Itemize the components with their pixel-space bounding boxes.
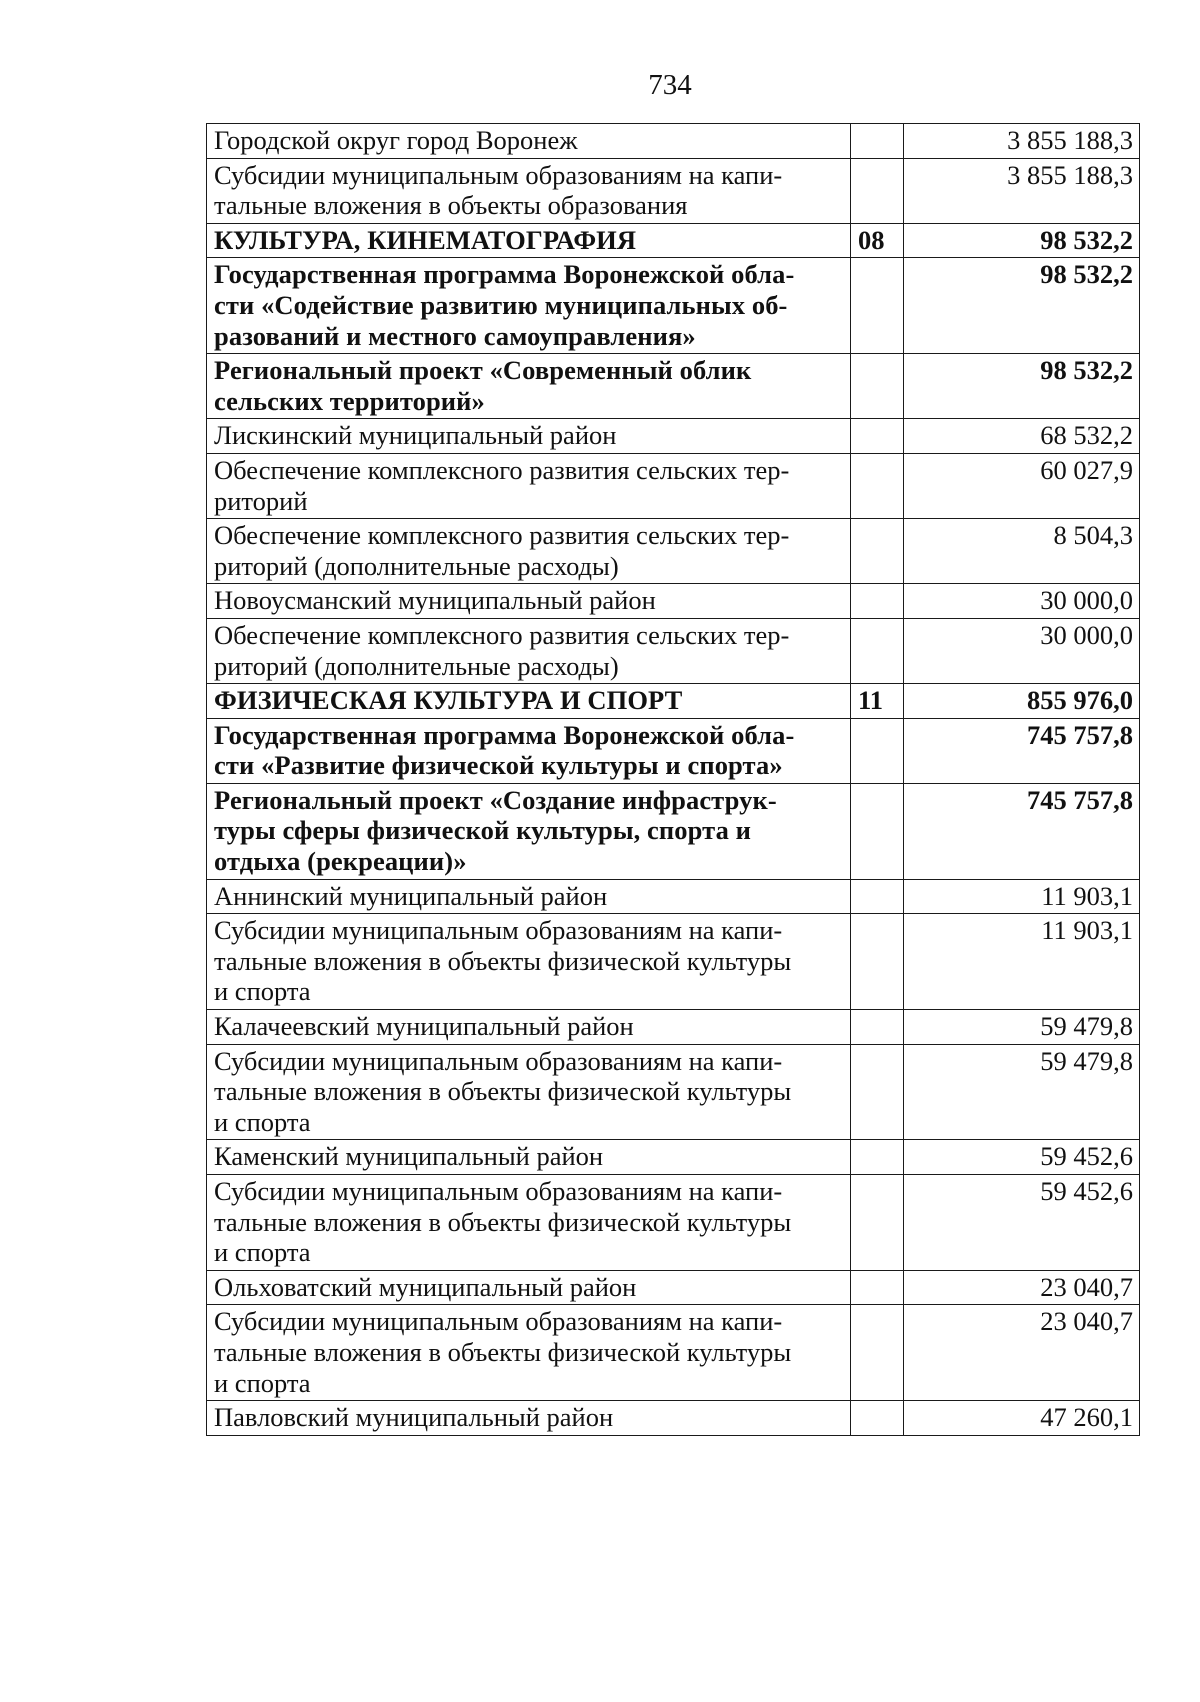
table-row xyxy=(207,914,1140,1010)
row-name-line: тальные вложения в объекты физической культуры xyxy=(214,1076,792,1107)
row-amount: 745 757,8 xyxy=(904,783,1140,879)
row-name-line: Государственная программа Воронежской обла- xyxy=(214,719,795,750)
row-name xyxy=(207,1175,851,1271)
row-name-line: тальные вложения в объекты физической культуры xyxy=(214,1206,792,1237)
row-name xyxy=(207,1140,851,1175)
row-amount: 3 855 188,3 xyxy=(904,124,1140,159)
row-name-line: сти «Развитие физической культуры и спорта» xyxy=(214,750,783,781)
row-code xyxy=(851,1305,904,1401)
row-name-line: ФИЗИЧЕСКАЯ КУЛЬТУРА И СПОРТ xyxy=(214,685,683,716)
row-name-line: сти «Содействие развитию муниципальных об- xyxy=(214,289,788,320)
row-name xyxy=(207,1270,851,1305)
row-name-line: Аннинский муниципальный район xyxy=(214,880,608,911)
row-name-line: туры сферы физической культуры, спорта и xyxy=(214,815,752,846)
row-amount: 3 855 188,3 xyxy=(904,158,1140,223)
table-row xyxy=(207,1175,1140,1271)
row-amount: 30 000,0 xyxy=(904,584,1140,619)
row-name xyxy=(207,718,851,783)
table-row xyxy=(207,618,1140,683)
row-amount: 98 532,2 xyxy=(904,223,1140,258)
row-code xyxy=(851,1044,904,1140)
row-code xyxy=(851,1401,904,1436)
row-name-line: Новоусманский муниципальный район xyxy=(214,585,656,616)
row-amount: 68 532,2 xyxy=(904,419,1140,454)
row-name xyxy=(207,453,851,518)
row-code xyxy=(851,158,904,223)
row-amount: 59 479,8 xyxy=(904,1044,1140,1140)
row-name xyxy=(207,519,851,584)
table-row xyxy=(207,419,1140,454)
table-row xyxy=(207,258,1140,354)
row-name xyxy=(207,914,851,1010)
row-name xyxy=(207,1044,851,1140)
row-name-line: Обеспечение комплексного развития сельских тер- xyxy=(214,619,790,650)
table-row xyxy=(207,1401,1140,1436)
row-code xyxy=(851,354,904,419)
row-name-line: риторий (дополнительные расходы) xyxy=(214,550,619,581)
row-amount: 30 000,0 xyxy=(904,618,1140,683)
row-code xyxy=(851,1140,904,1175)
row-code xyxy=(851,618,904,683)
row-code xyxy=(851,1010,904,1045)
row-amount: 23 040,7 xyxy=(904,1305,1140,1401)
row-amount: 59 452,6 xyxy=(904,1140,1140,1175)
table-row xyxy=(207,453,1140,518)
row-name-line: Региональный проект «Современный облик xyxy=(214,355,752,386)
row-code: 11 xyxy=(851,684,904,719)
row-name xyxy=(207,158,851,223)
table-row xyxy=(207,1010,1140,1045)
row-code xyxy=(851,1270,904,1305)
row-name xyxy=(207,354,851,419)
table-row xyxy=(207,1270,1140,1305)
row-amount: 11 903,1 xyxy=(904,914,1140,1010)
table-row xyxy=(207,718,1140,783)
row-name xyxy=(207,618,851,683)
table-row xyxy=(207,223,1140,258)
budget-table-body xyxy=(207,124,1140,1436)
row-name-line: Ольховатский муниципальный район xyxy=(214,1271,637,1302)
table-row xyxy=(207,124,1140,159)
row-code xyxy=(851,584,904,619)
row-name-line: Субсидии муниципальным образованиям на капи- xyxy=(214,1176,783,1206)
row-name-line: Государственная программа Воронежской обла- xyxy=(214,259,795,290)
row-amount: 11 903,1 xyxy=(904,879,1140,914)
row-name-line: тальные вложения в объекты физической культуры xyxy=(214,945,792,976)
table-row xyxy=(207,783,1140,879)
row-name xyxy=(207,124,851,159)
row-name-line: разований и местного самоуправления» xyxy=(214,320,696,351)
row-name xyxy=(207,1010,851,1045)
budget-table xyxy=(206,123,1140,1436)
row-amount: 47 260,1 xyxy=(904,1401,1140,1436)
row-name-line: отдыха (рекреации)» xyxy=(214,846,467,877)
row-name-line: Обеспечение комплексного развития сельских тер- xyxy=(214,454,790,485)
table-row xyxy=(207,684,1140,719)
table-row xyxy=(207,584,1140,619)
row-amount: 855 976,0 xyxy=(904,684,1140,719)
row-name xyxy=(207,223,851,258)
row-name-line: и спорта xyxy=(214,1106,311,1137)
row-name-line: риторий xyxy=(214,485,308,516)
row-code xyxy=(851,258,904,354)
row-name-line: Городской округ город Воронеж xyxy=(214,125,578,155)
row-name-line: Субсидии муниципальным образованиям на капи- xyxy=(214,1306,783,1337)
row-name-line: и спорта xyxy=(214,1367,311,1398)
row-code xyxy=(851,519,904,584)
row-code xyxy=(851,783,904,879)
row-name-line: Лискинский муниципальный район xyxy=(214,420,617,451)
row-name xyxy=(207,419,851,454)
row-name-line: тальные вложения в объекты образования xyxy=(214,190,688,221)
row-code xyxy=(851,879,904,914)
row-amount: 98 532,2 xyxy=(904,258,1140,354)
row-name-line: Каменский муниципальный район xyxy=(214,1141,604,1172)
row-name-line: Субсидии муниципальным образованиям на капи- xyxy=(214,1045,783,1076)
row-name xyxy=(207,684,851,719)
row-amount: 59 479,8 xyxy=(904,1010,1140,1045)
table-row xyxy=(207,354,1140,419)
row-name-line: и спорта xyxy=(214,976,311,1007)
row-name-line: Павловский муниципальный район xyxy=(214,1402,614,1433)
row-name-line: Субсидии муниципальным образованиям на капи- xyxy=(214,915,783,946)
row-name-line: риторий (дополнительные расходы) xyxy=(214,650,619,681)
row-name xyxy=(207,1401,851,1436)
row-code xyxy=(851,419,904,454)
row-name xyxy=(207,258,851,354)
row-amount: 745 757,8 xyxy=(904,718,1140,783)
row-amount: 8 504,3 xyxy=(904,519,1140,584)
row-name-line: тальные вложения в объекты физической культуры xyxy=(214,1336,792,1367)
row-name-line: сельских территорий» xyxy=(214,385,485,416)
row-code xyxy=(851,718,904,783)
row-name xyxy=(207,783,851,879)
row-name-line: Субсидии муниципальным образованиям на капи- xyxy=(214,159,783,190)
row-name xyxy=(207,879,851,914)
table-row xyxy=(207,1305,1140,1401)
table-row xyxy=(207,879,1140,914)
row-amount: 98 532,2 xyxy=(904,354,1140,419)
row-code xyxy=(851,914,904,1010)
row-name-line: и спорта xyxy=(214,1237,311,1268)
row-amount: 60 027,9 xyxy=(904,453,1140,518)
row-code: 08 xyxy=(851,223,904,258)
row-amount: 23 040,7 xyxy=(904,1270,1140,1305)
row-code xyxy=(851,124,904,159)
row-name-line: Калачеевский муниципальный район xyxy=(214,1011,634,1042)
page-number: 734 xyxy=(648,69,692,101)
row-amount: 59 452,6 xyxy=(904,1175,1140,1271)
table-row xyxy=(207,519,1140,584)
table-row xyxy=(207,158,1140,223)
table-row xyxy=(207,1044,1140,1140)
row-name xyxy=(207,584,851,619)
row-name-line: КУЛЬТУРА, КИНЕМАТОГРАФИЯ xyxy=(214,224,637,255)
row-name-line: Региональный проект «Создание инфраструк- xyxy=(214,784,777,815)
row-code xyxy=(851,1175,904,1271)
row-name xyxy=(207,1305,851,1401)
row-name-line: Обеспечение комплексного развития сельских тер- xyxy=(214,520,790,551)
table-row xyxy=(207,1140,1140,1175)
row-code xyxy=(851,453,904,518)
